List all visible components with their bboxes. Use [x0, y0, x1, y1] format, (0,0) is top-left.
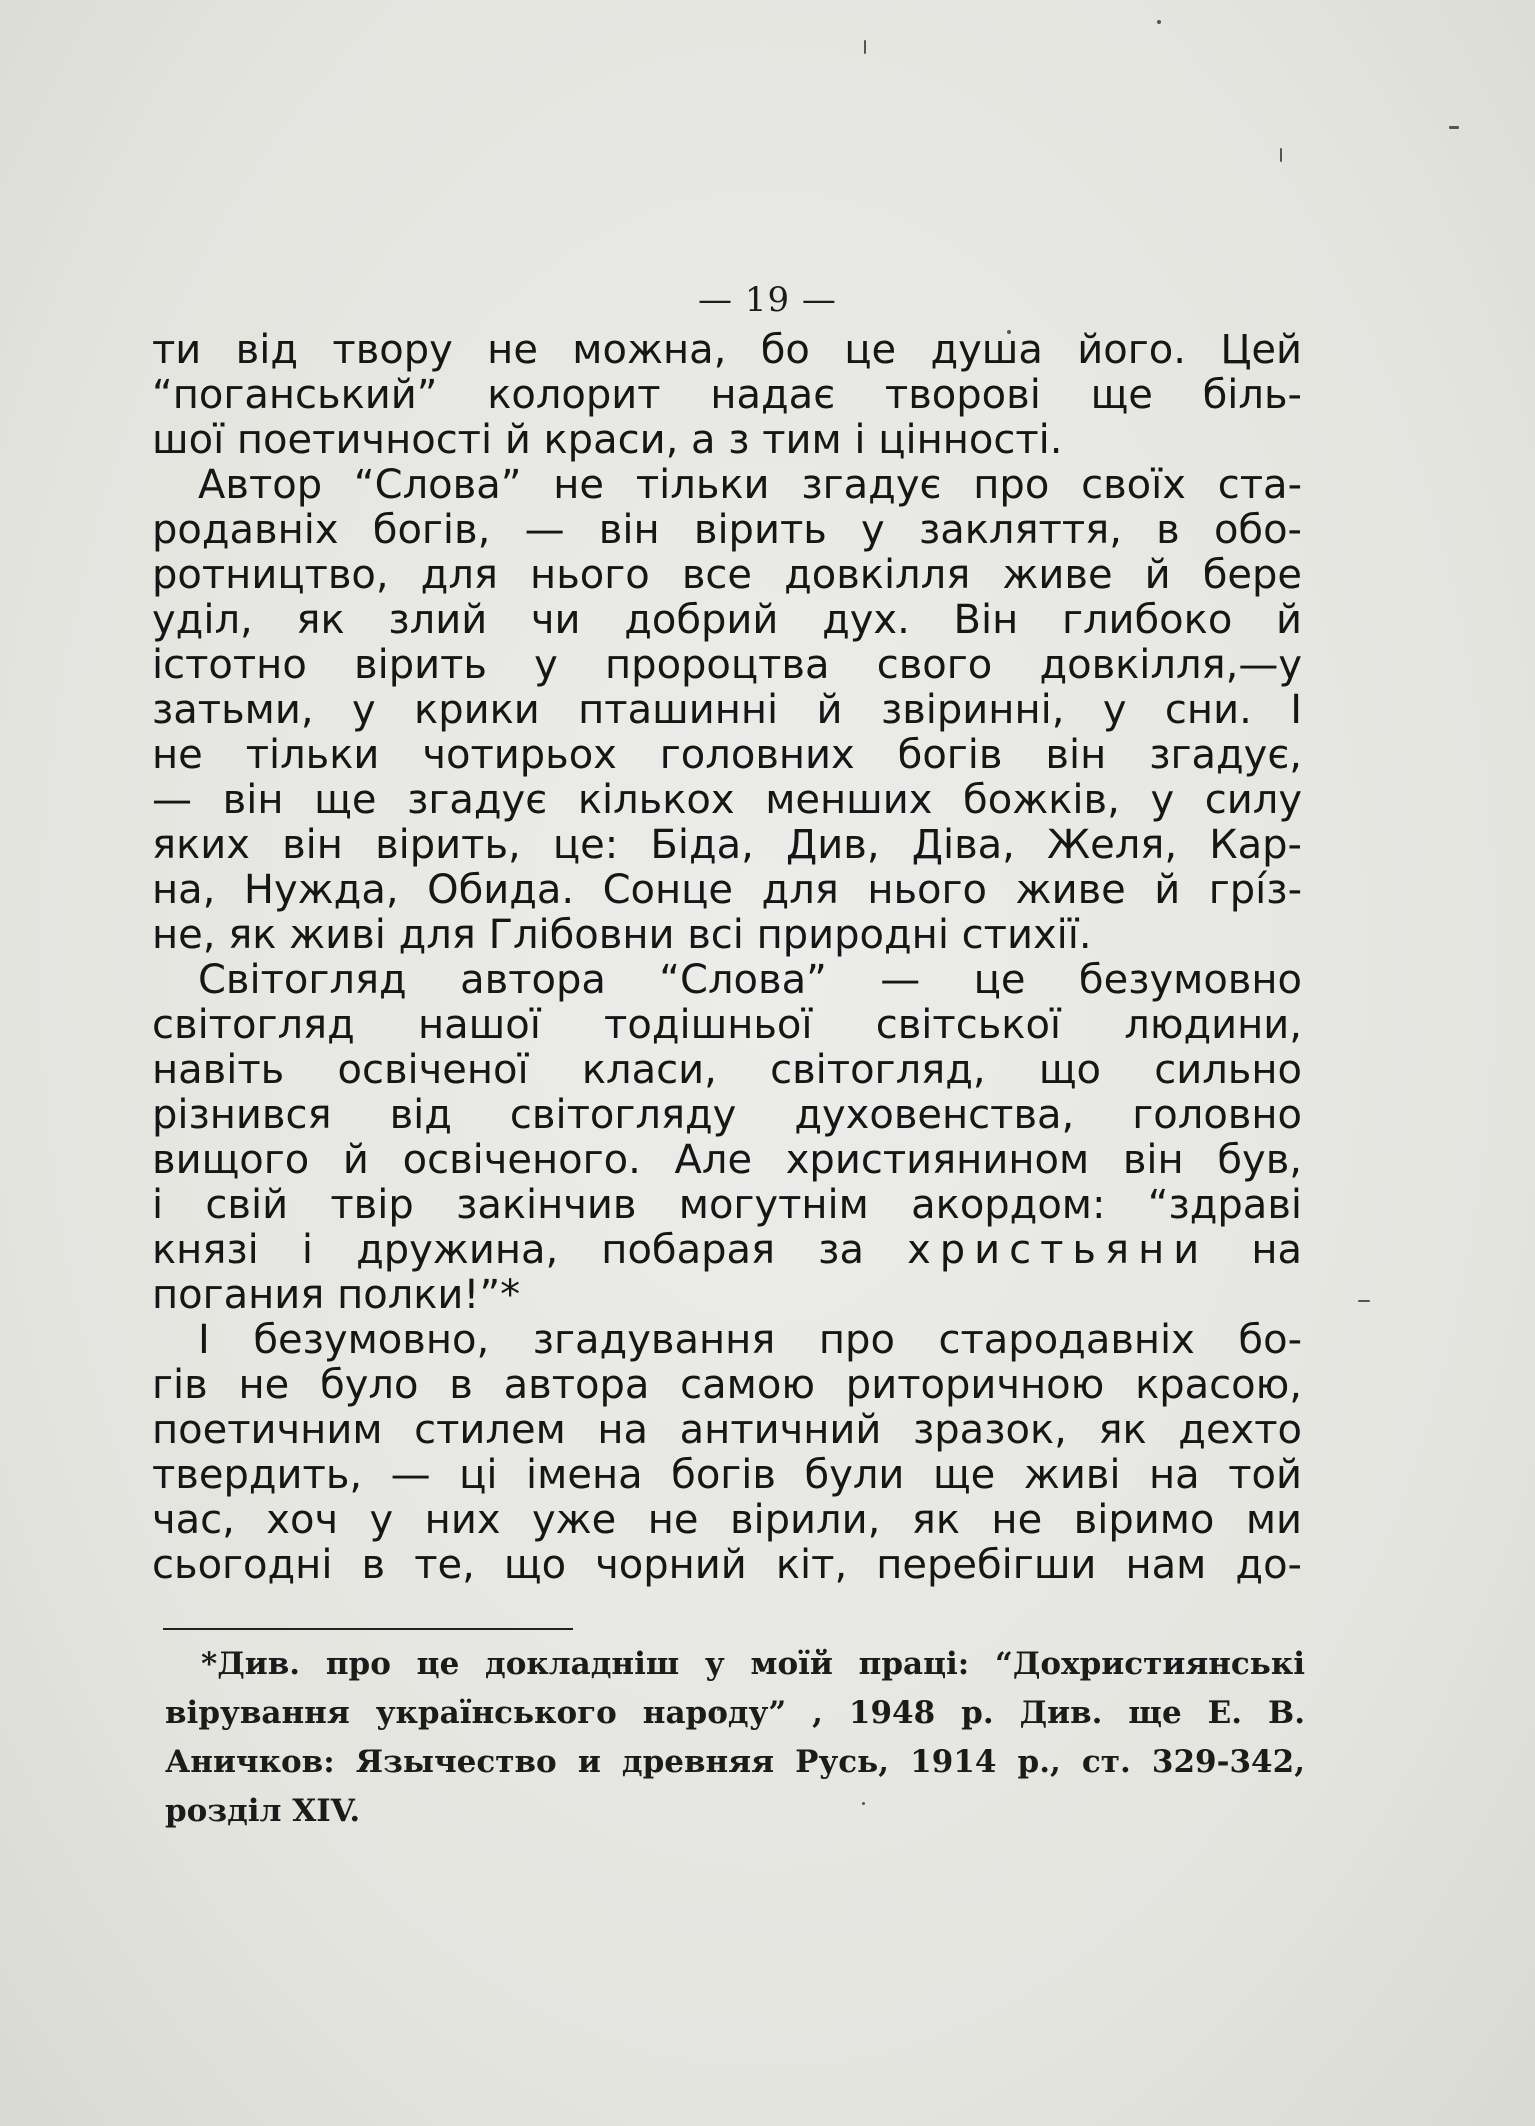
page-number: — 19 —: [698, 280, 837, 320]
text-segment: князі і дружина, побарая за: [152, 1227, 864, 1273]
text-line-spaced: [152, 1228, 1302, 1273]
text-line: “поганський” колорит надає творові ще біль-: [152, 372, 1302, 418]
text-line: час, хоч у них уже не вірили, як не віримо ми: [152, 1497, 1302, 1543]
text-line: уділ, як злий чи добрий дух. Він глибоко й: [152, 597, 1302, 643]
footnote: [165, 1640, 1305, 1836]
text-line: не, як живі для Глібовни всі природні стихії.: [152, 912, 1092, 958]
text-line: навіть освіченої класи, світогляд, що сильно: [152, 1047, 1302, 1093]
text-line: погания полки!”*: [152, 1272, 521, 1318]
spaced-emphasis: христьяни: [907, 1227, 1209, 1273]
text-segment: на: [1251, 1227, 1302, 1273]
text-line: І безумовно, згадування про стародавніх бо-: [198, 1317, 1302, 1363]
text-line: ротництво, для нього все довкілля живе й бере: [152, 552, 1302, 598]
text-line: Автор “Слова” не тільки згадує про своїх ста-: [198, 462, 1302, 508]
text-line: затьми, у крики пташинні й звіринні, у сни. І: [152, 687, 1302, 733]
footnote-divider: [163, 1628, 573, 1630]
text-line: на, Нужда, Обида. Сонце для нього живе й грі́з-: [152, 867, 1302, 913]
text-line: світогляд нашої тодішньої світської людини,: [152, 1002, 1302, 1048]
footnote-line: Аничков: Язычество и древняя Русь, 1914 р., ст. 329-342,: [165, 1744, 1305, 1780]
footnote-line: вірування українського народу” , 1948 р. Див. ще Е. В.: [165, 1695, 1305, 1731]
text-line: гів не було в автора самою риторичною красою,: [152, 1362, 1302, 1408]
text-line: різнився від світогляду духовенства, головно: [152, 1092, 1302, 1138]
text-line: сьогодні в те, що чорний кіт, перебігши нам до-: [152, 1542, 1302, 1588]
text-line: не тільки чотирьох головних богів він згадує,: [152, 732, 1302, 778]
main-text: [152, 328, 1302, 1588]
text-line: родавніх богів, — він вірить у закляття, в обо-: [152, 507, 1302, 553]
text-line: твердить, — ці імена богів були ще живі на той: [152, 1452, 1302, 1498]
text-line: поетичним стилем на античний зразок, як дехто: [152, 1407, 1302, 1453]
text-line: і свій твір закінчив могутнім акордом: “здраві: [152, 1182, 1302, 1228]
text-line: ти від твору не можна, бо це душа його. Цей: [152, 327, 1302, 373]
text-line: істотно вірить у пророцтва свого довкілля,—у: [152, 642, 1302, 688]
footnote-line: розділ XIV.: [165, 1793, 361, 1829]
footnote-line: *Див. про це докладніш у моїй праці: “Дохристиянські: [201, 1646, 1305, 1682]
text-line: — він ще згадує кількох менших божків, у силу: [152, 777, 1302, 823]
text-line: Світогляд автора “Слова” — це безумовно: [198, 957, 1302, 1003]
text-line: вищого й освіченого. Але християнином він був,: [152, 1137, 1302, 1183]
text-line: яких він вірить, це: Біда, Див, Діва, Желя, Кар-: [152, 822, 1302, 868]
text-line: шої поетичності й краси, а з тим і цінності.: [152, 417, 1063, 463]
